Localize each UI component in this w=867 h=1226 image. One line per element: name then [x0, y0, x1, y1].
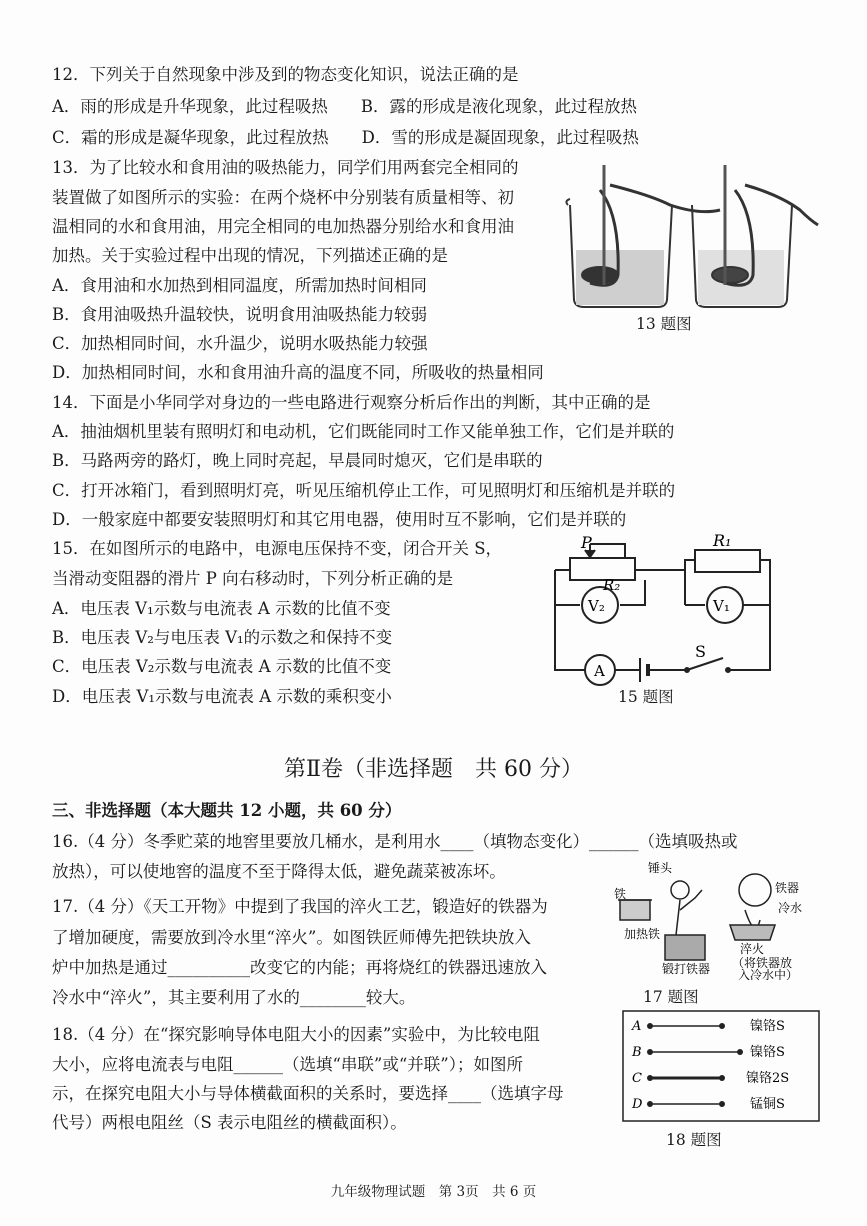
label-hammer: 锤头: [648, 861, 673, 875]
q13-stem-2: 装置做了如图所示的实验：在两个烧杯中分别装有质量相等、初: [52, 188, 514, 207]
wire-a-letter: A: [632, 1019, 642, 1034]
q15-stem-1: 15．在如图所示的电路中，电源电压保持不变，闭合开关 S，: [52, 539, 503, 558]
q15-stem-2: 当滑动变阻器的滑片 P 向右移动时，下列分析正确的是: [52, 569, 454, 588]
label-s: S: [695, 642, 706, 661]
q15-caption: 15 题图: [618, 688, 674, 706]
q18-line-4: 代号）两根电阻丝（S 表示电阻丝的横截面积）。: [52, 1113, 407, 1132]
q14-stem: 14．下面是小华同学对身边的一些电路进行观察分析后作出的判断，其中正确的是: [52, 393, 651, 412]
label-ironware: 铁器: [775, 881, 800, 895]
q15-option-d: D．电压表 V₁示数与电流表 A 示数的乘积变小: [52, 687, 392, 706]
q13-stem-1: 13．为了比较水和食用油的吸热能力，同学们用两套完全相同的: [52, 158, 519, 177]
label-v1: V₁: [713, 597, 730, 615]
wire-b: [631, 1044, 785, 1060]
wire-c-label: 镍铬2S: [746, 1071, 790, 1086]
wire-b-label: 镍铬S: [750, 1045, 785, 1060]
q13-option-c: C．加热相同时间，水升温少，说明水吸热能力较强: [52, 334, 428, 353]
wire-d-label: 锰铜S: [750, 1097, 785, 1112]
q14-option-b: B．马路两旁的路灯，晚上同时亮起，早晨同时熄灭，它们是串联的: [52, 451, 543, 470]
label-quench-note-2: 入冷水中）: [738, 968, 799, 980]
q18-line-1: 18.（4 分）在“探究影响导体电阻大小的因素”实验中，为比较电阻: [52, 1025, 540, 1044]
q18-line-3: 示，在探究电阻大小与导体横截面积的关系时，要选择____（选填字母: [52, 1084, 564, 1103]
q12-stem: 12．下列关于自然现象中涉及到的物态变化知识，说法正确的是: [52, 65, 519, 84]
q13-option-a: A．食用油和水加热到相同温度，所需加热时间相同: [52, 276, 427, 295]
q13-caption: 13 题图: [636, 315, 692, 333]
q17-line-4: 冷水中“淬火”，其主要利用了水的________较大。: [52, 988, 416, 1007]
q12-options-cd: C．霜的形成是凝华现象，此过程放热 D．雪的形成是凝固现象，此过程吸热: [52, 128, 639, 147]
label-heat: 加热铁: [624, 927, 661, 941]
q14-option-d: D．一般家庭中都要安装照明灯和其它用电器，使用时互不影响，它们是并联的: [52, 510, 627, 529]
beaker-right: [692, 185, 818, 307]
q17-blacksmith-figure: [610, 860, 815, 980]
wire-c-letter: C: [632, 1071, 642, 1086]
q13-stem-4: 加热。关于实验过程中出现的情况，下列描述正确的是: [52, 246, 448, 265]
q13-option-b: B．食用油吸热升温较快，说明食用油吸热能力较弱: [52, 305, 428, 324]
q16-line-2: 放热），可以使地窖的温度不至于降得太低，避免蔬菜被冻坏。: [52, 862, 506, 881]
label-forge: 锻打铁器: [662, 962, 711, 976]
label-r2: R₂: [603, 576, 621, 594]
section2-title: 第Ⅱ卷（非选择题 共 60 分）: [284, 757, 583, 782]
q15-option-b: B．电压表 V₂与电压表 V₁的示数之和保持不变: [52, 628, 393, 647]
q13-stem-3: 温相同的水和食用油，用完全相同的电加热器分别给水和食用油: [52, 217, 514, 236]
wire-b-letter: B: [632, 1045, 642, 1060]
q15-circuit-figure: [545, 530, 785, 705]
label-v2: V₂: [588, 597, 605, 615]
q17-line-2: 了增加硬度，需要放到冷水里“淬火”。如图铁匠师傅先把铁块放入: [52, 928, 531, 947]
label-a: A: [594, 662, 605, 680]
q18-wires-figure: [622, 1010, 820, 1122]
label-iron: 铁: [614, 887, 627, 901]
q13-option-d: D．加热相同时间，水和食用油升高的温度不同，所吸收的热量相同: [52, 363, 544, 382]
q18-line-2: 大小，应将电流表与电阻______（选填“串联”或“并联”）；如图所: [52, 1055, 523, 1074]
q14-option-a: A．抽油烟机里装有照明灯和电动机，它们既能同时工作又能单独工作，它们是并联的: [52, 422, 675, 441]
q15-option-a: A．电压表 V₁示数与电流表 A 示数的比值不变: [52, 599, 391, 618]
q15-option-c: C．电压表 V₂示数与电流表 A 示数的比值不变: [52, 657, 392, 676]
q14-option-c: C．打开冰箱门，看到照明灯亮，听见压缩机停止工作，可见照明灯和压缩机是并联的: [52, 481, 676, 500]
wire-a: [631, 1018, 785, 1034]
wire-d-letter: D: [632, 1097, 643, 1112]
q17-line-3: 炉中加热是通过__________改变它的内能；再将烧红的铁器迅速放入: [52, 958, 547, 977]
q13-beakers-figure: [560, 165, 820, 315]
q12-options-ab: A．雨的形成是升华现象，此过程吸热 B．露的形成是液化现象，此过程放热: [52, 97, 638, 116]
label-quench: 淬火: [740, 942, 765, 956]
q16-line-1: 16.（4 分）冬季贮菜的地窖里要放几桶水，是利用水____（填物态变化）______（选填吸热或: [52, 832, 738, 851]
label-coldwater: 冷水: [778, 901, 803, 915]
q17-caption: 17 题图: [643, 988, 699, 1006]
label-r1: R₁: [713, 531, 732, 550]
wire-c: [632, 1070, 789, 1086]
page-footer: 九年级物理试题 第 3页 共 6 页: [330, 1184, 537, 1200]
section2-subtitle: 三、非选择题（本大题共 12 小题，共 60 分）: [52, 801, 402, 820]
wire-a-label: 镍铬S: [750, 1019, 785, 1034]
wire-d: [631, 1096, 785, 1112]
q18-caption: 18 题图: [666, 1131, 722, 1149]
label-quench-note-1: （将铁器放: [732, 956, 793, 970]
beaker-left: [566, 185, 720, 307]
label-p: P: [581, 533, 592, 552]
q17-line-1: 17.（4 分）《天工开物》中提到了我国的淬火工艺，锻造好的铁器为: [52, 897, 548, 916]
